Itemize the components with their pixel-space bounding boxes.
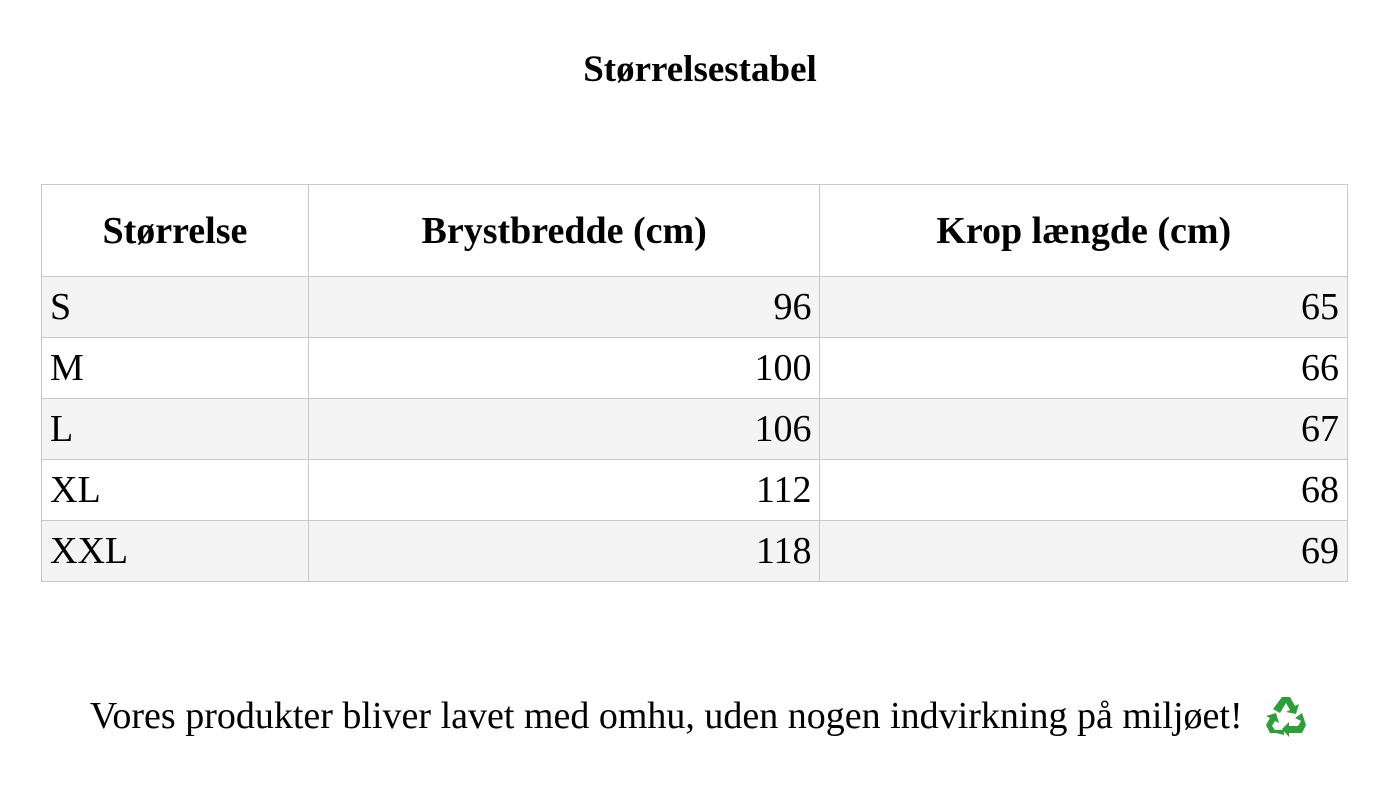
- table-header-row: [42, 185, 1348, 277]
- cell-chest: 106: [308, 399, 820, 460]
- page-title: Størrelsestabel: [583, 49, 817, 90]
- recycle-icon: [1262, 691, 1310, 739]
- cell-chest: 100: [308, 338, 820, 399]
- size-table: [41, 184, 1348, 582]
- cell-length: 67: [820, 399, 1348, 460]
- table-row: [42, 399, 1348, 460]
- table-row: [42, 338, 1348, 399]
- cell-size: L: [42, 399, 309, 460]
- cell-length: 66: [820, 338, 1348, 399]
- cell-length: 68: [820, 460, 1348, 521]
- cell-size: M: [42, 338, 309, 399]
- cell-size: XL: [42, 460, 309, 521]
- cell-chest: 96: [308, 277, 820, 338]
- cell-length: 65: [820, 277, 1348, 338]
- table-row: [42, 277, 1348, 338]
- footer-message: [0, 688, 1400, 744]
- cell-chest: 112: [308, 460, 820, 521]
- cell-chest: 118: [308, 521, 820, 582]
- cell-size: S: [42, 277, 309, 338]
- table-row: [42, 521, 1348, 582]
- header-chest-width: Brystbredde (cm): [308, 185, 820, 277]
- table-row: [42, 460, 1348, 521]
- cell-length: 69: [820, 521, 1348, 582]
- header-size: Størrelse: [42, 185, 309, 277]
- cell-size: XXL: [42, 521, 309, 582]
- footer-text: Vores produkter bliver lavet med omhu, uden nogen indvirkning på miljøet!: [89, 695, 1243, 737]
- header-body-length: Krop længde (cm): [820, 185, 1348, 277]
